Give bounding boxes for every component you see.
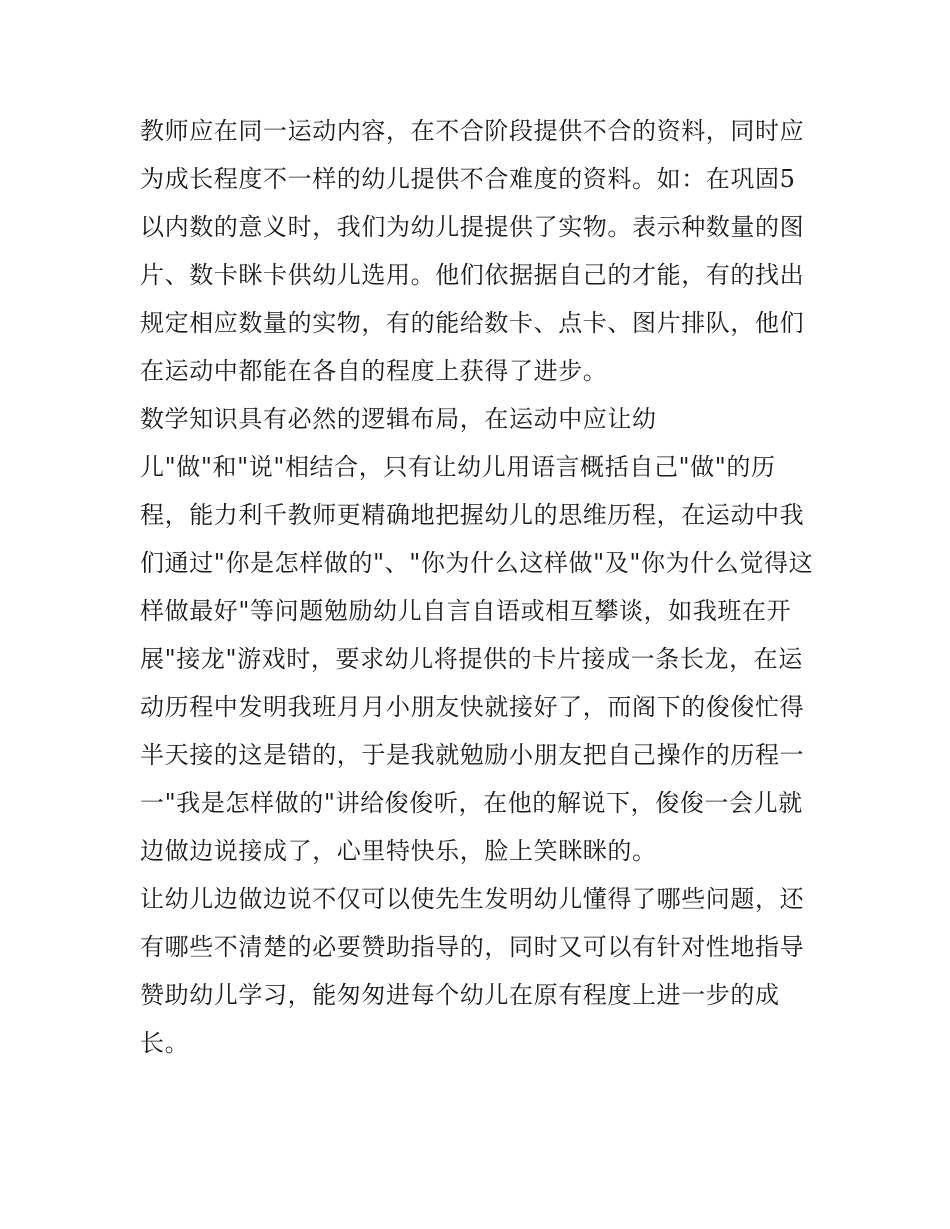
text-line: 在运动中都能在各自的程度上获得了进步。 bbox=[140, 357, 608, 385]
text-line: 边做边说接成了，心里特快乐，脸上笑眯眯的。 bbox=[140, 837, 657, 865]
paragraph-2 bbox=[140, 395, 830, 875]
text-line: 动历程中发明我班月月小朋友快就接好了，而阁下的俊俊忙得 bbox=[140, 693, 805, 721]
text-line: 教师应在同一运动内容，在不合阶段提供不合的资料，同时应 bbox=[140, 117, 805, 145]
text-line: 长。 bbox=[140, 1029, 190, 1057]
paragraph-3 bbox=[140, 875, 830, 1067]
text-line: 数学知识具有必然的逻辑布局，在运动中应让幼 bbox=[140, 405, 657, 433]
text-line: 让幼儿边做边说不仅可以使先生发明幼儿懂得了哪些问题，还 bbox=[140, 885, 805, 913]
text-line: 们通过"你是怎样做的"、"你为什么这样做"及"你为什么觉得这 bbox=[140, 549, 814, 577]
text-line: 规定相应数量的实物，有的能给数卡、点卡、图片排队，他们 bbox=[140, 309, 805, 337]
text-line: 为成长程度不一样的幼儿提供不合难度的资料。如：在巩固5 bbox=[140, 165, 796, 193]
text-line: 半天接的这是错的，于是我就勉励小朋友把自己操作的历程一 bbox=[140, 741, 805, 769]
text-line: 一"我是怎样做的"讲给俊俊听，在他的解说下，俊俊一会儿就 bbox=[140, 789, 803, 817]
text-line: 展"接龙"游戏时，要求幼儿将提供的卡片接成一条长龙，在运 bbox=[140, 645, 803, 673]
paragraph-1 bbox=[140, 107, 830, 395]
text-line: 样做最好"等问题勉励幼儿自言自语或相互攀谈，如我班在开 bbox=[140, 597, 792, 625]
text-line: 赞助幼儿学习，能匆匆进每个幼儿在原有程度上进一步的成 bbox=[140, 981, 780, 1009]
text-line: 程，能力利千教师更精确地把握幼儿的思维历程，在运动中我 bbox=[140, 501, 805, 529]
text-line: 有哪些不清楚的必要赞助指导的，同时又可以有针对性地指导 bbox=[140, 933, 805, 961]
text-line: 片、数卡眯卡供幼儿选用。他们依据据自己的才能，有的找出 bbox=[140, 261, 805, 289]
document-body bbox=[140, 107, 830, 1067]
text-line: 儿"做"和"说"相结合，只有让幼儿用语言概括自己"做"的历 bbox=[140, 453, 776, 481]
text-line: 以内数的意义时，我们为幼儿提提供了实物。表示种数量的图 bbox=[140, 213, 805, 241]
